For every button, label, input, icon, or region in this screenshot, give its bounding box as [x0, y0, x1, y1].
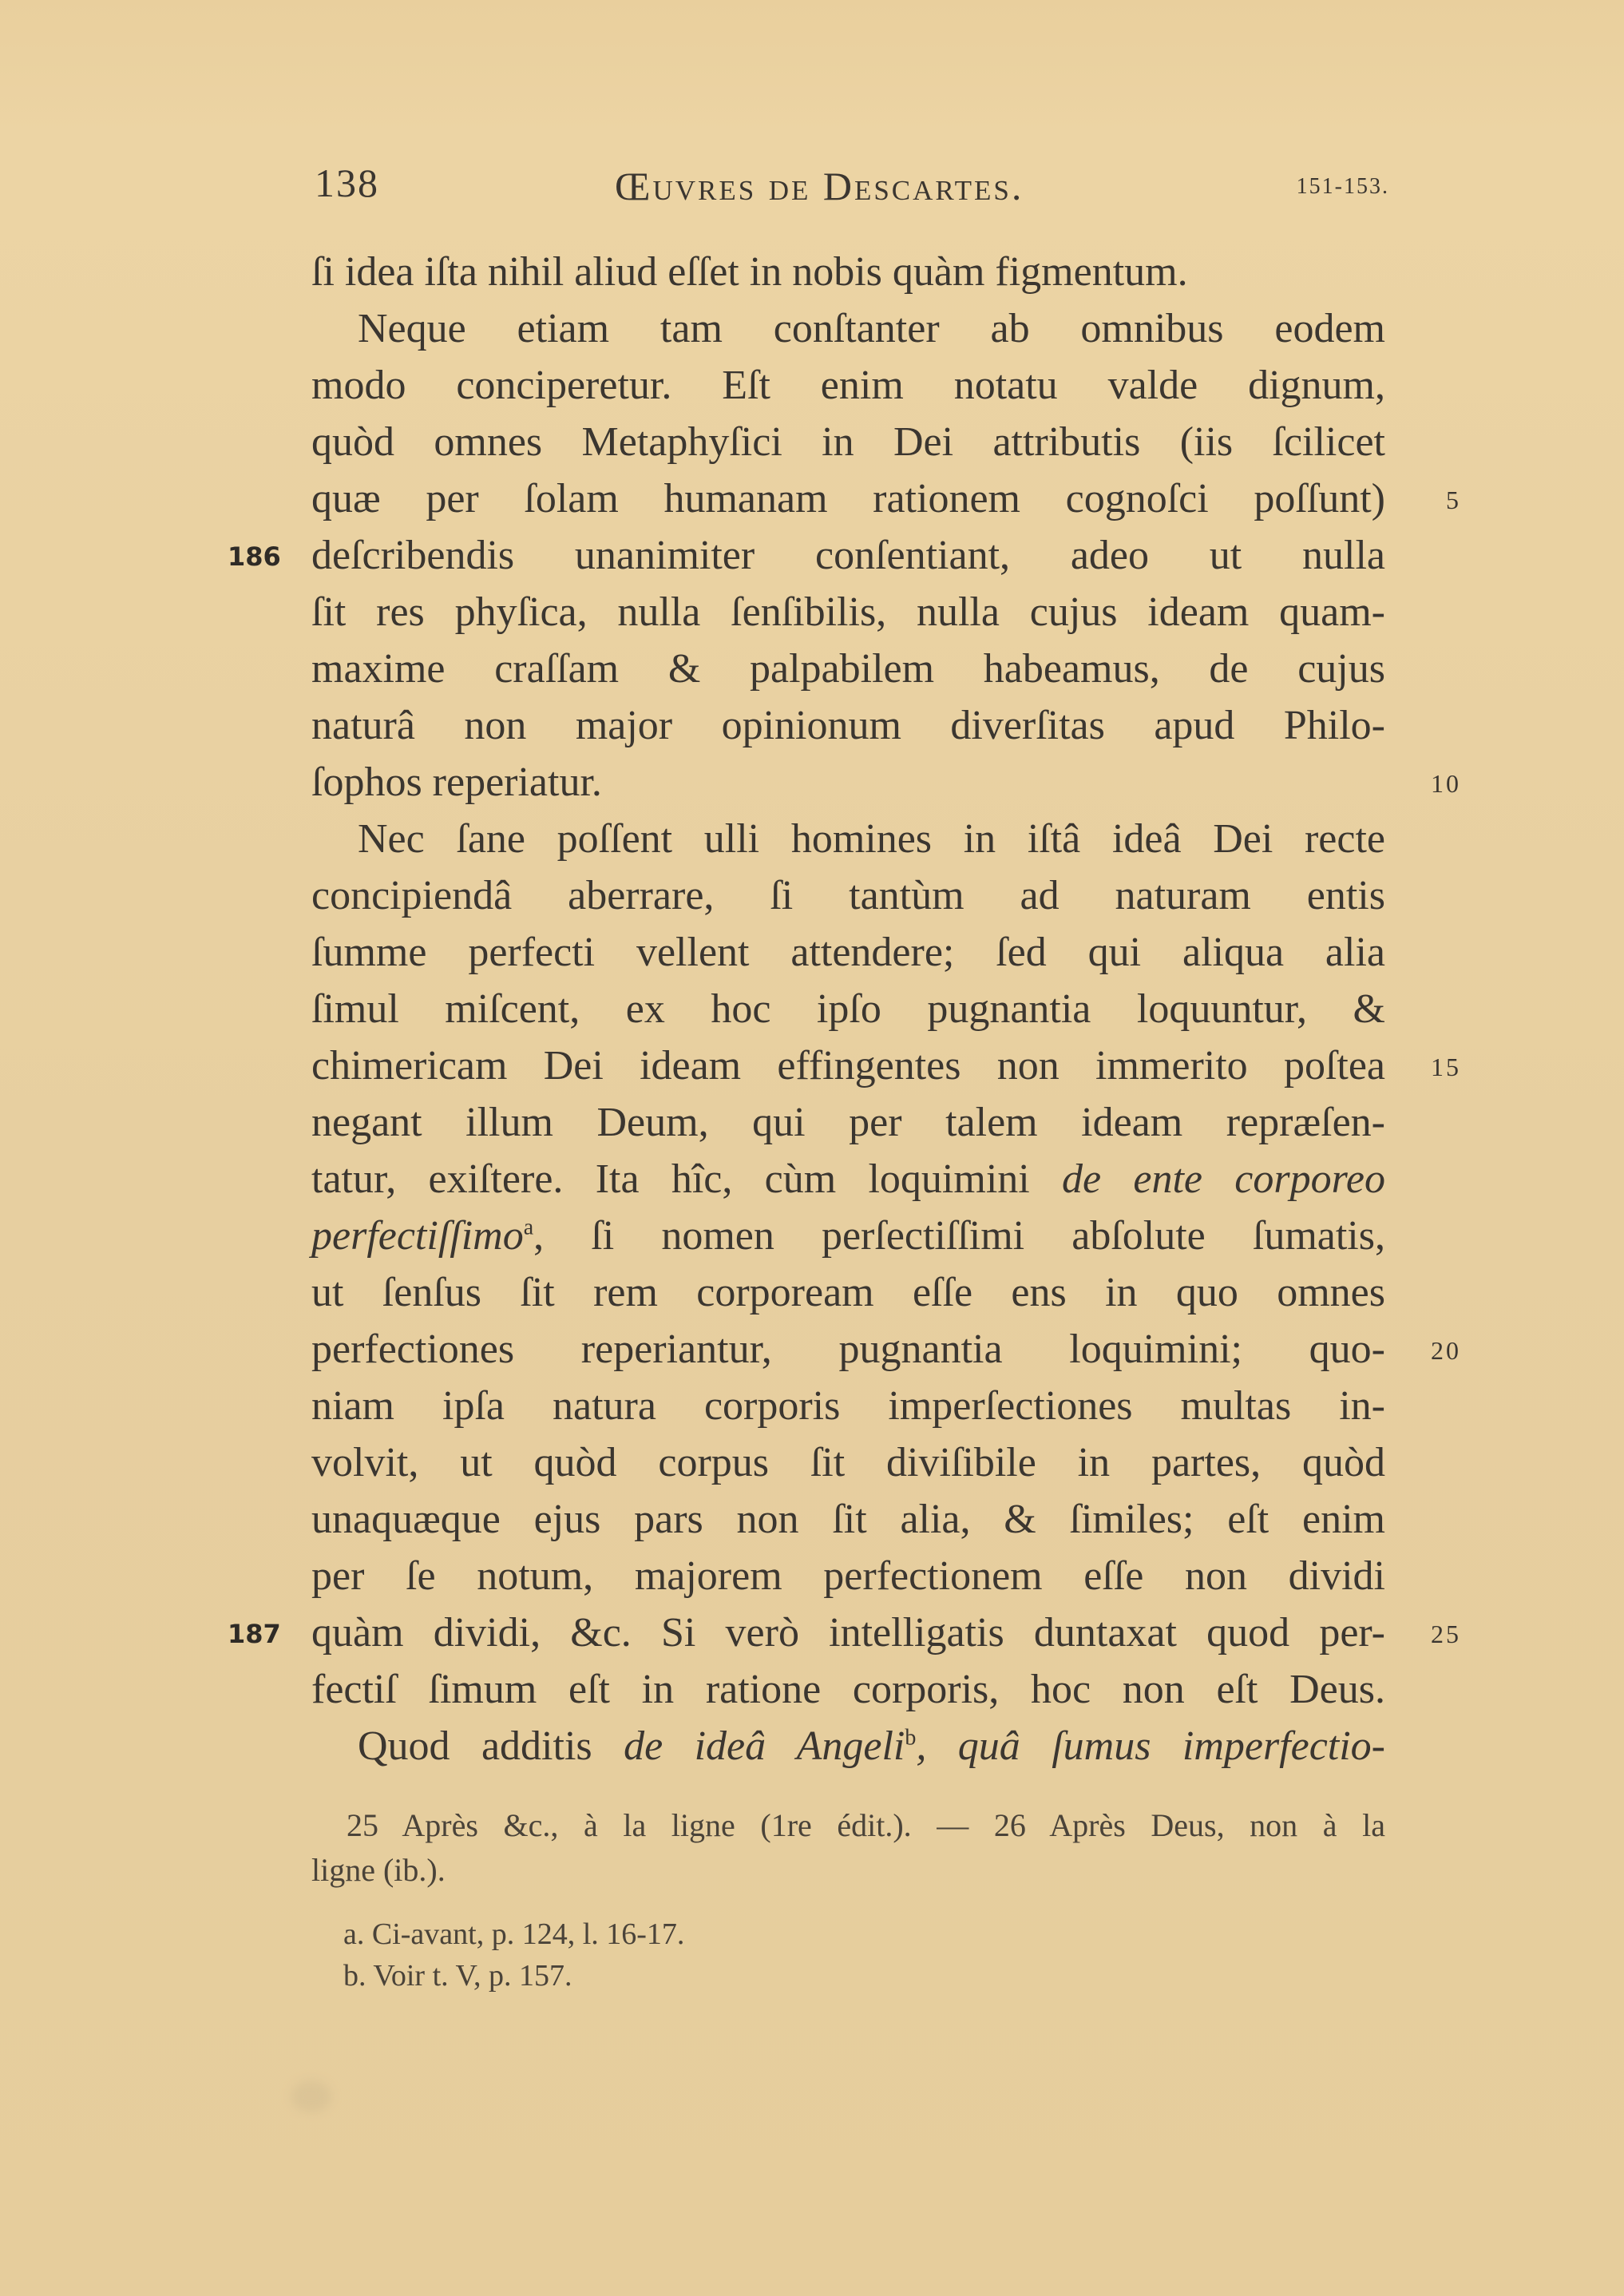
text-line — [311, 981, 1385, 1037]
text-run: , quâ ſumus imperfectio- — [916, 1723, 1386, 1769]
text-run: Nec ſane poſſent ulli homines in iſtâ ideâ Dei recte — [358, 816, 1385, 862]
page-range: 151-153. — [1296, 174, 1389, 199]
footnote-b: b. Voir t. V, p. 157. — [343, 1959, 572, 1993]
running-header — [311, 160, 1389, 216]
text-run: ſimul miſcent, ex hoc ipſo pugnantia loquuntur, & — [311, 986, 1385, 1032]
text-run: fectiſ ſimum eſt in ratione corporis, hoc non eſt Deus. — [311, 1667, 1385, 1712]
text-line — [311, 1434, 1385, 1491]
footnote-a: a. Ci-avant, p. 124, l. 16-17. — [343, 1917, 685, 1951]
text-run: quòd omnes Metaphyſici in Dei attributis (iis ſcilicet — [311, 419, 1385, 465]
margin-line-number: 10 — [1431, 769, 1461, 798]
paper-stain — [291, 2080, 331, 2112]
text-run: naturâ non major opinionum diverſitas apud Philo- — [311, 703, 1385, 748]
text-run: tatur, exiſtere. Ita hîc, cùm loquimini — [311, 1156, 1030, 1202]
text-run: quæ per ſolam humanam rationem cognoſci poſſunt) — [311, 476, 1385, 521]
text-line — [311, 470, 1461, 527]
text-line — [311, 1548, 1385, 1604]
page-number: 138 — [315, 161, 379, 205]
text-run: deſcribendis unanimiter conſentiant, adeo ut nulla — [311, 533, 1385, 578]
text-line — [311, 1321, 1461, 1378]
text-run: negant illum Deum, qui per talem ideam repræſen- — [311, 1100, 1385, 1145]
text-run: maxime craſſam & palpabilem habeamus, de cujus — [311, 646, 1385, 692]
text-run: ſit res phyſica, nulla ſenſibilis, nulla cujus ideam quam- — [311, 589, 1385, 635]
text-line — [311, 1661, 1385, 1718]
text-run: perfectiones reperiantur, pugnantia loquimini; quo- — [311, 1326, 1385, 1372]
text-run: ſophos reperiatur. — [311, 759, 602, 805]
text-run: quàm dividi, &c. Si verò intelligatis duntaxat quod per- — [311, 1610, 1385, 1656]
margin-edition-page: 186 — [228, 541, 281, 572]
text-line — [228, 527, 1385, 584]
text-line — [311, 811, 1385, 867]
notes-section — [311, 1803, 1385, 1997]
text-line — [311, 414, 1385, 470]
text-line — [311, 867, 1385, 924]
text-line — [311, 584, 1385, 640]
text-line — [311, 300, 1385, 357]
text-line — [311, 244, 1385, 300]
text-line — [311, 754, 1461, 811]
text-run: ſi idea iſta nihil aliud eſſet in nobis quàm figmentum. — [311, 249, 1188, 295]
text-run: perfectiſſimo — [311, 1213, 524, 1259]
text-line — [311, 1718, 1385, 1775]
text-line — [311, 1094, 1385, 1151]
text-line — [228, 1604, 1461, 1661]
margin-line-number: 15 — [1431, 1053, 1461, 1081]
text-run: unaquæque ejus pars non ſit alia, & ſimiles; eſt enim — [311, 1497, 1385, 1542]
text-line — [311, 1207, 1385, 1264]
text-run: Neque etiam tam conſtanter ab omnibus eodem — [358, 306, 1385, 351]
text-run: volvit, ut quòd corpus ſit diviſibile in partes, quòd — [311, 1440, 1385, 1485]
text-run: concipiendâ aberrare, ſi tantùm ad naturam entis — [311, 873, 1385, 918]
text-line — [311, 697, 1385, 754]
text-run: de ente corporeo — [1062, 1156, 1385, 1202]
footnotes — [311, 1913, 1385, 1997]
margin-line-number: 5 — [1446, 486, 1461, 514]
text-run: modo conciperetur. Eſt enim notatu valde dignum, — [311, 363, 1385, 408]
text-line — [311, 1037, 1461, 1094]
text-run: ſumme perfecti vellent attendere; ſed qui aliqua alia — [311, 930, 1385, 975]
text-line — [311, 1378, 1385, 1434]
text-line — [311, 357, 1385, 414]
text-line — [311, 1151, 1385, 1207]
text-line — [311, 1264, 1385, 1321]
text-line — [311, 924, 1385, 981]
text-run: per ſe notum, majorem perfectionem eſſe non dividi — [311, 1553, 1385, 1599]
margin-line-number: 20 — [1431, 1336, 1461, 1365]
text-line — [311, 640, 1385, 697]
margin-edition-page: 187 — [228, 1619, 281, 1649]
text-run: , ſi nomen perſectiſſimi abſolute ſumatis, — [533, 1213, 1385, 1259]
footnote-marker: a — [523, 1215, 534, 1240]
margin-line-number: 25 — [1431, 1620, 1461, 1648]
text-run: chimericam Dei ideam effingentes non immerito poſtea — [311, 1043, 1385, 1089]
main-text — [228, 244, 1461, 1775]
text-run: ut ſenſus ſit rem corpoream eſſe ens in quo omnes — [311, 1270, 1385, 1315]
text-run: de ideâ Angeli — [624, 1723, 905, 1769]
footnote-marker: b — [905, 1725, 917, 1751]
variant-note-line: 25 Après &c., à la ligne (1re édit.). — 26 Après Deus, non à la — [347, 1807, 1385, 1843]
running-title: Œuvres de Descartes. — [615, 164, 1024, 208]
variant-note-line: ligne (ib.). — [311, 1852, 446, 1888]
text-run: niam ipſa natura corporis imperſectiones multas in- — [311, 1383, 1385, 1429]
text-run: Quod additis — [358, 1723, 592, 1769]
text-line — [311, 1491, 1385, 1548]
